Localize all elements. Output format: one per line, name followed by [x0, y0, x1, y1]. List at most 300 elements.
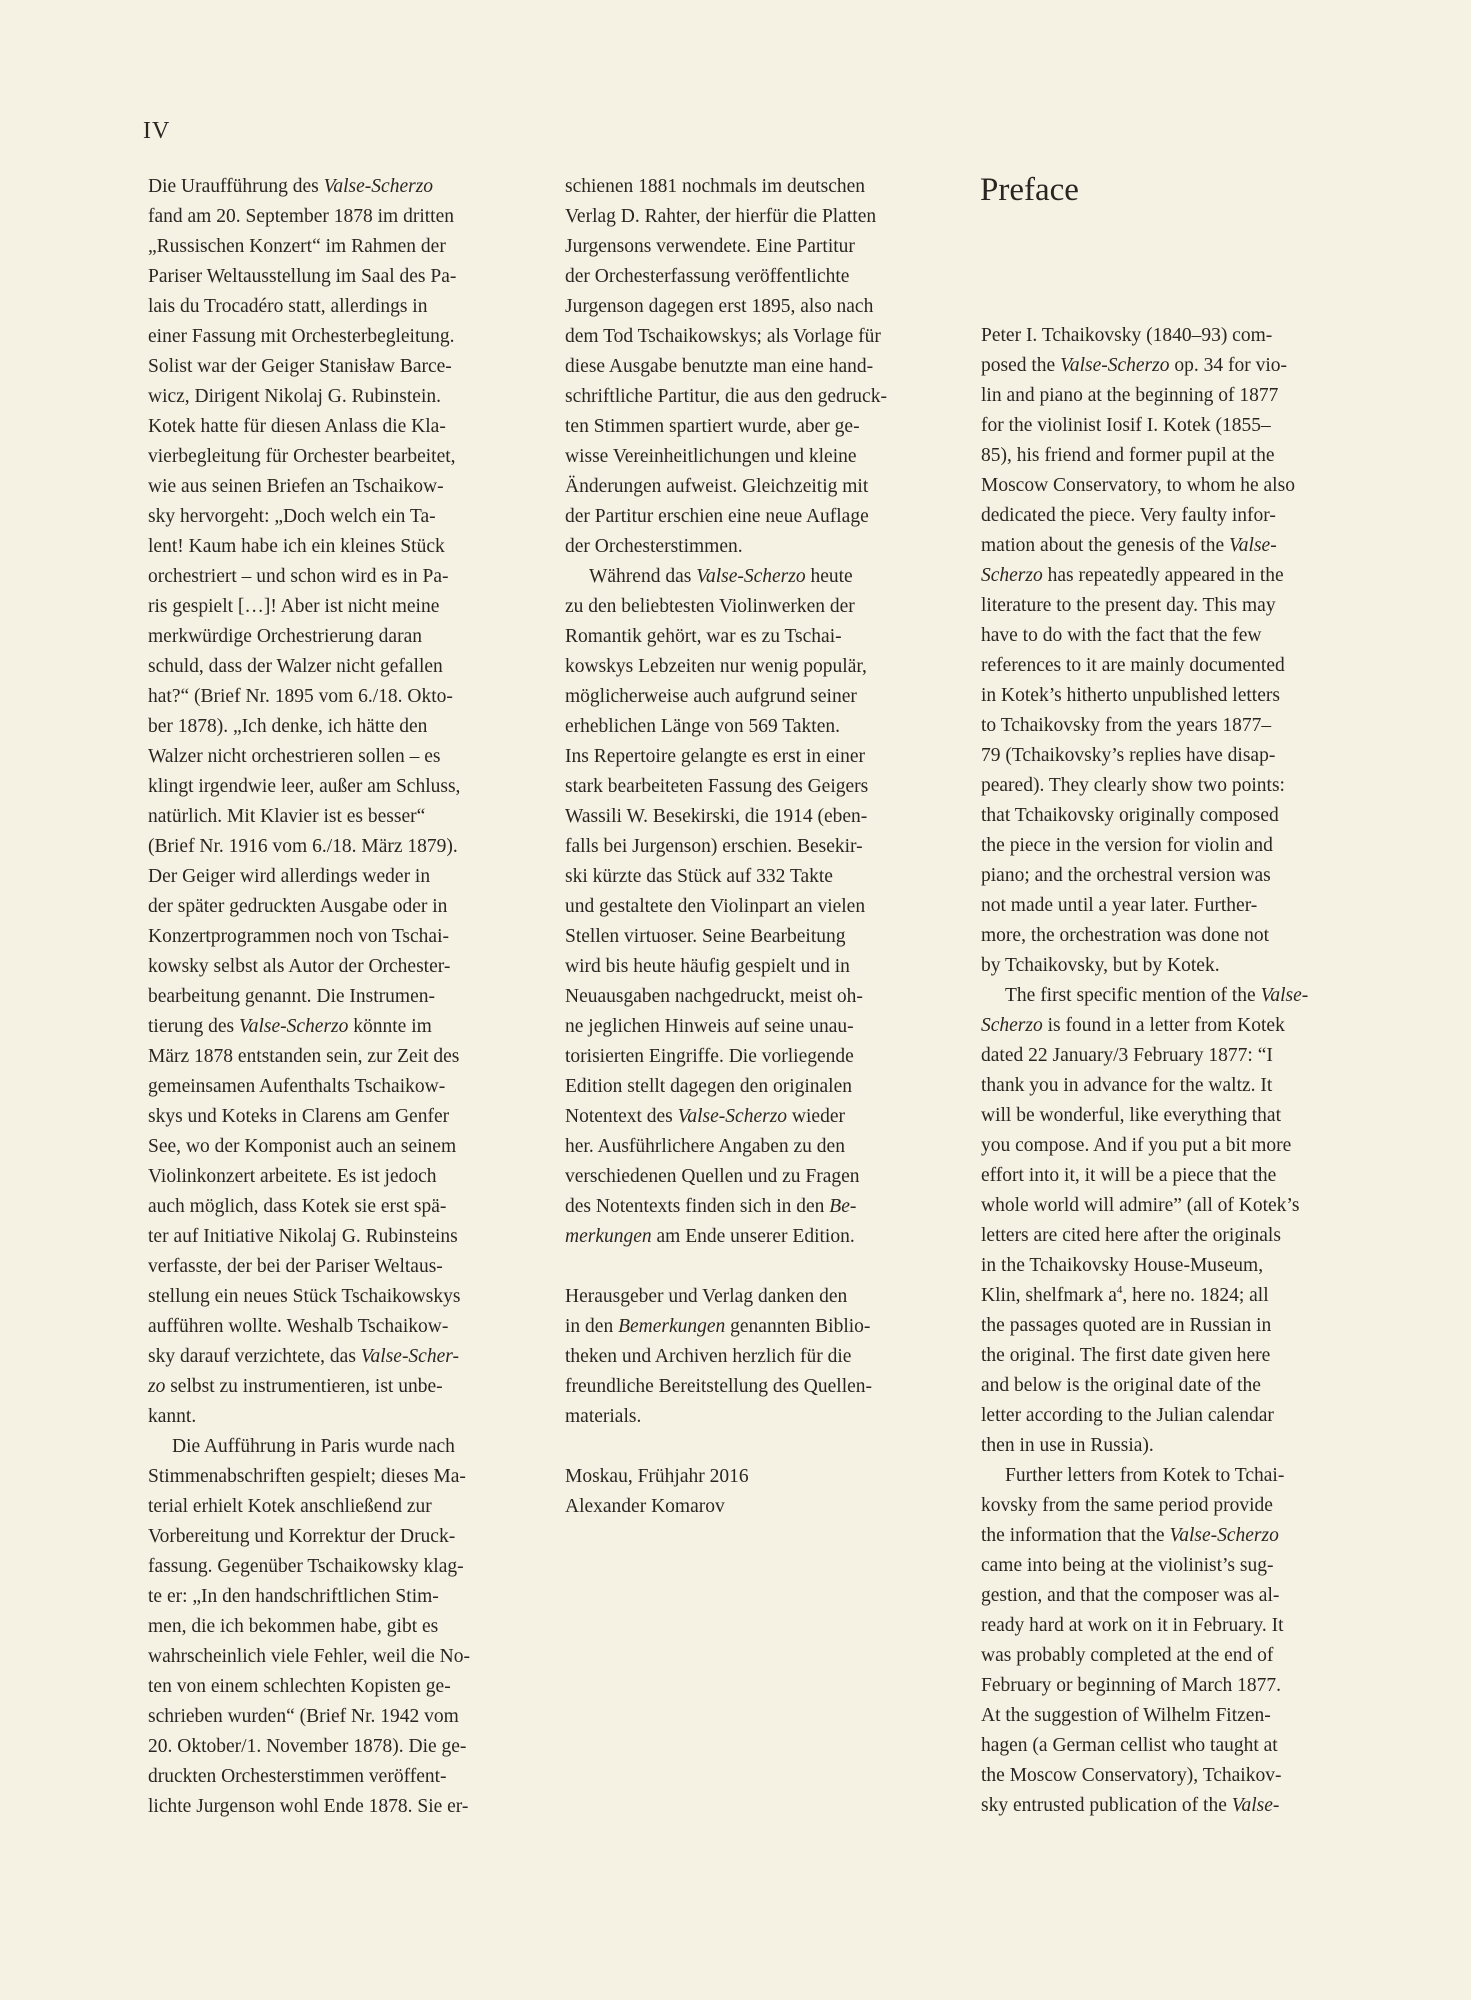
text-run: hagen (a German cellist who taught at [981, 1735, 1278, 1756]
text-run: February or beginning of March 1877. [981, 1675, 1282, 1696]
text-run: posed the [981, 355, 1061, 376]
text-run: Während das [589, 566, 697, 587]
text-line [565, 1192, 965, 1222]
text-line [148, 982, 548, 1012]
text-run: gemeinsamen Aufenthalts Tschaikow- [148, 1076, 446, 1097]
text-run: Solist war der Geiger Stanisław Barce- [148, 356, 452, 377]
text-line [148, 1132, 548, 1162]
text-run: came into being at the violinist’s sug- [981, 1555, 1274, 1576]
text-run: Moskau, Frühjahr 2016 [565, 1466, 749, 1487]
section-heading-preface: Preface [980, 172, 1079, 208]
text-run: wahrscheinlich viele Fehler, weil die No- [148, 1646, 470, 1667]
italic-title: Valse-Scherzo [1060, 355, 1170, 376]
text-run: hat?“ (Brief Nr. 1895 vom 6./18. Okto- [148, 686, 453, 707]
text-line [981, 891, 1381, 921]
text-run: thank you in advance for the waltz. It [981, 1075, 1273, 1096]
text-line [565, 382, 965, 412]
text-line [148, 622, 548, 652]
text-line [981, 501, 1381, 531]
text-run: piano; and the orchestral version was [981, 865, 1271, 886]
text-line [981, 1521, 1381, 1551]
text-run: in den [565, 1316, 619, 1337]
text-line [981, 471, 1381, 501]
text-line [981, 921, 1381, 951]
text-run: orchestriert – und schon wird es in Pa- [148, 566, 449, 587]
text-line [148, 772, 548, 802]
text-run: letters are cited here after the originals [981, 1225, 1281, 1246]
italic-title: zo [148, 1376, 166, 1397]
text-line [148, 1552, 548, 1582]
text-line [981, 1551, 1381, 1581]
text-line [148, 1012, 548, 1042]
text-run: by Tchaikovsky, but by Kotek. [981, 955, 1220, 976]
text-line [565, 952, 965, 982]
text-run: ter auf Initiative Nikolaj G. Rubinsteins [148, 1226, 458, 1247]
text-line [565, 652, 965, 682]
text-line [148, 832, 548, 862]
text-run: Stellen virtuoser. Seine Bearbeitung [565, 926, 846, 947]
text-run: und gestaltete den Violinpart an vielen [565, 896, 866, 917]
text-line [148, 382, 548, 412]
text-run: Änderungen aufweist. Gleichzeitig mit [565, 476, 869, 497]
text-line [981, 1221, 1381, 1251]
text-line [148, 1492, 548, 1522]
text-line [981, 651, 1381, 681]
text-run: ne jeglichen Hinweis auf seine unau- [565, 1016, 854, 1037]
text-run: the original. The first date given here [981, 1345, 1271, 1366]
text-line [148, 1702, 548, 1732]
text-run: gestion, and that the composer was al- [981, 1585, 1280, 1606]
text-run: to Tchaikovsky from the years 1877– [981, 715, 1272, 736]
text-run: Wassili W. Besekirski, die 1914 (eben- [565, 806, 868, 827]
text-line [565, 412, 965, 442]
text-line [981, 621, 1381, 651]
text-line [565, 1402, 965, 1432]
text-line [148, 262, 548, 292]
text-line [565, 232, 965, 262]
text-line [981, 561, 1381, 591]
text-line [148, 172, 548, 202]
text-line [565, 742, 965, 772]
text-run: The first specific mention of the [1005, 985, 1261, 1006]
text-run: wieder [787, 1106, 845, 1127]
text-line [148, 1792, 548, 1822]
text-run: whole world will admire” (all of Kotek’s [981, 1195, 1300, 1216]
text-run: for the violinist Iosif I. Kotek (1855– [981, 415, 1271, 436]
text-line [981, 1251, 1381, 1281]
text-line [981, 951, 1381, 981]
text-run: letter according to the Julian calendar [981, 1405, 1274, 1426]
text-line [981, 591, 1381, 621]
italic-title: Valse-Scherzo [677, 1106, 788, 1127]
text-line [148, 682, 548, 712]
text-run: sky entrusted publication of the [981, 1795, 1232, 1816]
italic-title: Valse-Scherzo [238, 1016, 349, 1037]
text-run: references to it are mainly documented [981, 655, 1285, 676]
text-line [148, 1402, 548, 1432]
text-line [148, 1102, 548, 1132]
text-line [981, 1011, 1381, 1041]
text-run: Vorbereitung und Korrektur der Druck- [148, 1526, 456, 1547]
text-run: Neuausgaben nachgedruckt, meist oh- [565, 986, 863, 1007]
text-line [981, 771, 1381, 801]
text-line [981, 1761, 1381, 1791]
text-line [565, 1072, 965, 1102]
text-line [148, 1222, 548, 1252]
text-line [565, 322, 965, 352]
column-german-2 [565, 172, 965, 1522]
text-run: März 1878 entstanden sein, zur Zeit des [148, 1046, 460, 1067]
italic-title: Scherzo [981, 565, 1043, 586]
text-line [565, 1342, 965, 1372]
text-run: druckten Orchesterstimmen veröffent- [148, 1766, 447, 1787]
italic-title: Valse-Scherzo [1169, 1525, 1279, 1546]
text-line [565, 1312, 965, 1342]
italic-title: Bemerkungen [618, 1316, 726, 1337]
text-run: terial erhielt Kotek anschließend zur [148, 1496, 432, 1517]
text-line [565, 592, 965, 622]
text-line [565, 1492, 965, 1522]
text-line [981, 1461, 1381, 1491]
text-run: (Brief Nr. 1916 vom 6./18. März 1879). [148, 836, 458, 857]
text-run: klingt irgendwie leer, außer am Schluss, [148, 776, 461, 797]
text-run: Violinkonzert arbeitete. Es ist jedoch [148, 1166, 437, 1187]
text-run: lais du Trocadéro statt, allerdings in [148, 296, 428, 317]
text-run: zu den beliebtesten Violinwerken der [565, 596, 855, 617]
text-line [565, 202, 965, 232]
text-line [981, 681, 1381, 711]
text-line [148, 592, 548, 622]
text-run: you compose. And if you put a bit more [981, 1135, 1292, 1156]
text-line [981, 1581, 1381, 1611]
text-run: verfasste, der bei der Pariser Weltaus- [148, 1256, 443, 1277]
italic-title: Valse- [1231, 1795, 1280, 1816]
text-run: bearbeitung genannt. Die Instrumen- [148, 986, 435, 1007]
text-run: dedicated the piece. Very faulty infor- [981, 505, 1276, 526]
text-line [148, 352, 548, 382]
text-run: Kotek hatte für diesen Anlass die Kla- [148, 416, 446, 437]
text-run: , here no. 1824; all [1122, 1285, 1269, 1306]
text-run: materials. [565, 1406, 642, 1427]
text-line [148, 502, 548, 532]
text-run: dem Tod Tschaikowskys; als Vorlage für [565, 326, 881, 347]
text-line [148, 652, 548, 682]
text-line [565, 922, 965, 952]
text-line [565, 1372, 965, 1402]
text-line [148, 1642, 548, 1672]
text-line [148, 562, 548, 592]
text-run: ready hard at work on it in February. It [981, 1615, 1284, 1636]
text-line [981, 861, 1381, 891]
text-run: Moscow Conservatory, to whom he also [981, 475, 1295, 496]
text-run: Konzertprogrammen noch von Tschai- [148, 926, 449, 947]
blank-line [565, 1432, 965, 1462]
text-run: fand am 20. September 1878 im dritten [148, 206, 454, 227]
text-line [148, 1192, 548, 1222]
text-run: stellung ein neues Stück Tschaikowskys [148, 1286, 461, 1307]
text-run: mation about the genesis of the [981, 535, 1230, 556]
text-line [565, 292, 965, 322]
text-run: Notentext des [565, 1106, 678, 1127]
italic-title: Valse-Scher- [360, 1346, 459, 1367]
text-line [981, 1791, 1381, 1821]
text-run: was probably completed at the end of [981, 1645, 1274, 1666]
text-line [148, 472, 548, 502]
text-run: literature to the present day. This may [981, 595, 1276, 616]
text-line [148, 802, 548, 832]
text-run: then in use in Russia). [981, 1435, 1154, 1456]
text-run: ris gespielt […]! Aber ist nicht meine [148, 596, 440, 617]
text-run: Romantik gehört, war es zu Tschai- [565, 626, 842, 647]
column-english [981, 321, 1381, 1821]
text-line [981, 1071, 1381, 1101]
text-run: könnte im [348, 1016, 432, 1037]
text-line [981, 1611, 1381, 1641]
text-run: wisse Vereinheitlichungen und kleine [565, 446, 857, 467]
text-line [565, 1462, 965, 1492]
text-run: diese Ausgabe benutzte man eine hand- [565, 356, 874, 377]
text-line [565, 352, 965, 382]
text-line [148, 1762, 548, 1792]
text-line [981, 1701, 1381, 1731]
text-run: wicz, Dirigent Nikolaj G. Rubinstein. [148, 386, 441, 407]
text-run: Pariser Weltausstellung im Saal des Pa- [148, 266, 457, 287]
text-line [148, 232, 548, 262]
text-run: merkwürdige Orchestrierung daran [148, 626, 422, 647]
text-line [981, 711, 1381, 741]
text-run: that Tchaikovsky originally composed [981, 805, 1279, 826]
text-line [981, 531, 1381, 561]
text-run: der Orchesterfassung veröffentlichte [565, 266, 850, 287]
text-run: schrieben wurden“ (Brief Nr. 1942 vom [148, 1706, 459, 1727]
text-run: stark bearbeiteten Fassung des Geigers [565, 776, 869, 797]
text-line [981, 1341, 1381, 1371]
text-line [148, 1612, 548, 1642]
text-run: Further letters from Kotek to Tchai- [1005, 1465, 1285, 1486]
text-line [148, 1342, 548, 1372]
text-line [148, 1432, 548, 1462]
text-run: wie aus seinen Briefen an Tschaikow- [148, 476, 444, 497]
text-run: ber 1878). „Ich denke, ich hätte den [148, 716, 428, 737]
text-run: 20. Oktober/1. November 1878). Die ge- [148, 1736, 467, 1757]
text-line [565, 532, 965, 562]
text-run: der Partitur erschien eine neue Auflage [565, 506, 869, 527]
text-line [981, 1161, 1381, 1191]
text-line [981, 1191, 1381, 1221]
text-line [981, 1371, 1381, 1401]
text-run: Alexander Komarov [565, 1496, 725, 1517]
text-run: „Russischen Konzert“ im Rahmen der [148, 236, 446, 257]
text-line [565, 172, 965, 202]
text-run: der Orchesterstimmen. [565, 536, 743, 557]
text-line [565, 1012, 965, 1042]
text-run: ski kürzte das Stück auf 332 Takte [565, 866, 833, 887]
text-run: te er: „In den handschriftlichen Stim- [148, 1586, 439, 1607]
text-line [148, 862, 548, 892]
text-run: 79 (Tchaikovsky’s replies have disap- [981, 745, 1276, 766]
text-run: the Moscow Conservatory), Tchaikov- [981, 1765, 1282, 1786]
text-line [148, 1462, 548, 1492]
text-line [148, 202, 548, 232]
text-run: Die Aufführung in Paris wurde nach [172, 1436, 455, 1457]
text-run: natürlich. Mit Klavier ist es besser“ [148, 806, 426, 827]
text-line [565, 802, 965, 832]
text-line [565, 502, 965, 532]
text-line [148, 922, 548, 952]
italic-title: Valse-Scherzo [696, 566, 806, 587]
text-run: Ins Repertoire gelangte es erst in einer [565, 746, 865, 767]
text-run: her. Ausführlichere Angaben zu den [565, 1136, 845, 1157]
text-run: Jurgenson dagegen erst 1895, also nach [565, 296, 874, 317]
text-line [981, 1401, 1381, 1431]
text-line [565, 1102, 965, 1132]
text-line [148, 1252, 548, 1282]
text-run: Stimmenabschriften gespielt; dieses Ma- [148, 1466, 466, 1487]
text-line [565, 1042, 965, 1072]
text-run: Herausgeber und Verlag danken den [565, 1286, 848, 1307]
text-line [981, 411, 1381, 441]
text-line [981, 1641, 1381, 1671]
text-run: am Ende unserer Edition. [651, 1226, 855, 1247]
text-run: not made until a year later. Further- [981, 895, 1258, 916]
text-line [981, 801, 1381, 831]
text-run: in Kotek’s hitherto unpublished letters [981, 685, 1280, 706]
text-line [148, 412, 548, 442]
text-line [565, 1222, 965, 1252]
text-run: torisierten Eingriffe. Die vorliegende [565, 1046, 854, 1067]
text-line [148, 712, 548, 742]
text-line [981, 1491, 1381, 1521]
text-line [981, 741, 1381, 771]
text-run: Walzer nicht orchestrieren sollen – es [148, 746, 441, 767]
text-run: the information that the [981, 1525, 1170, 1546]
text-line [565, 892, 965, 922]
text-line [148, 952, 548, 982]
text-line [981, 1311, 1381, 1341]
text-run: tierung des [148, 1016, 239, 1037]
text-run: effort into it, it will be a piece that the [981, 1165, 1277, 1186]
text-run: theken und Archiven herzlich für die [565, 1346, 852, 1367]
text-run: Peter I. Tchaikovsky (1840–93) com- [981, 325, 1273, 346]
text-run: will be wonderful, like everything that [981, 1105, 1282, 1126]
blank-line [565, 1252, 965, 1282]
italic-title: Valse- [1229, 535, 1277, 556]
text-run: lichte Jurgenson wohl Ende 1878. Sie er- [148, 1796, 469, 1817]
text-line [148, 1072, 548, 1102]
text-run: schriftliche Partitur, die aus den gedruck- [565, 386, 887, 407]
text-run: sky hervorgeht: „Doch welch ein Ta- [148, 506, 436, 527]
text-run: the piece in the version for violin and [981, 835, 1273, 856]
text-line [148, 532, 548, 562]
text-run: Edition stellt dagegen den originalen [565, 1076, 853, 1097]
italic-title: Be- [829, 1196, 857, 1217]
text-run: and below is the original date of the [981, 1375, 1261, 1396]
text-line [565, 262, 965, 292]
text-line [148, 292, 548, 322]
text-line [565, 682, 965, 712]
text-run: in the Tchaikovsky House-Museum, [981, 1255, 1264, 1276]
text-run: schuld, dass der Walzer nicht gefallen [148, 656, 443, 677]
text-run: fassung. Gegenüber Tschaikowsky klag- [148, 1556, 464, 1577]
text-run: verschiedenen Quellen und zu Fragen [565, 1166, 860, 1187]
italic-title: Scherzo [981, 1015, 1043, 1036]
text-line [981, 381, 1381, 411]
text-line [981, 981, 1381, 1011]
text-line [981, 1041, 1381, 1071]
text-line [148, 1522, 548, 1552]
text-run: schienen 1881 nochmals im deutschen [565, 176, 866, 197]
text-line [565, 1132, 965, 1162]
text-line [148, 1372, 548, 1402]
text-line [148, 322, 548, 352]
text-run: lin and piano at the beginning of 1877 [981, 385, 1279, 406]
text-run: men, die ich bekommen habe, gibt es [148, 1616, 439, 1637]
text-line [565, 442, 965, 472]
text-run: auch möglich, dass Kotek sie erst spä- [148, 1196, 447, 1217]
text-run: kannt. [148, 1406, 197, 1427]
text-run: ten Stimmen spartiert wurde, aber ge- [565, 416, 860, 437]
text-run: skys und Koteks in Clarens am Genfer [148, 1106, 450, 1127]
text-line [148, 1312, 548, 1342]
text-run: has repeatedly appeared in the [1042, 565, 1284, 586]
text-run: vierbegleitung für Orchester bearbeitet, [148, 446, 456, 467]
text-run: genannten Biblio- [725, 1316, 871, 1337]
text-run: falls bei Jurgenson) erschien. Besekir- [565, 836, 863, 857]
text-run: dated 22 January/3 February 1877: “I [981, 1045, 1273, 1066]
text-line [981, 1671, 1381, 1701]
text-line [148, 442, 548, 472]
text-line [565, 622, 965, 652]
text-line [148, 1282, 548, 1312]
italic-title: merkungen [565, 1226, 652, 1247]
text-line [565, 562, 965, 592]
text-run: möglicherweise auch aufgrund seiner [565, 686, 857, 707]
text-run: 85), his friend and former pupil at the [981, 445, 1275, 466]
text-run: wird bis heute häufig gespielt und in [565, 956, 850, 977]
text-run: op. 34 for vio- [1169, 355, 1288, 376]
text-run: der später gedruckten Ausgabe oder in [148, 896, 448, 917]
text-line [148, 742, 548, 772]
text-line [981, 321, 1381, 351]
text-line [981, 1281, 1381, 1311]
text-line [981, 1101, 1381, 1131]
text-run: freundliche Bereitstellung des Quellen- [565, 1376, 873, 1397]
text-run: peared). They clearly show two points: [981, 775, 1285, 796]
text-run: Jurgensons verwendete. Eine Partitur [565, 236, 855, 257]
text-run: selbst zu instrumentieren, ist unbe- [165, 1376, 443, 1397]
text-line [565, 832, 965, 862]
text-line [981, 1431, 1381, 1461]
text-run: the passages quoted are in Russian in [981, 1315, 1272, 1336]
text-run: Klin, shelfmark a [981, 1285, 1117, 1306]
column-german-1 [148, 172, 548, 1822]
text-run: des Notentexts finden sich in den [565, 1196, 830, 1217]
text-run: Verlag D. Rahter, der hierfür die Platten [565, 206, 877, 227]
text-run: kowskys Lebzeiten nur wenig populär, [565, 656, 867, 677]
text-run: At the suggestion of Wilhelm Fitzen- [981, 1705, 1271, 1726]
text-run: is found in a letter from Kotek [1042, 1015, 1285, 1036]
text-run: kowsky selbst als Autor der Orchester- [148, 956, 451, 977]
text-run: Die Uraufführung des [148, 176, 324, 197]
text-line [565, 982, 965, 1012]
italic-title: Valse- [1260, 985, 1309, 1006]
text-run: See, wo der Komponist auch an seinem [148, 1136, 457, 1157]
text-line [565, 1162, 965, 1192]
text-line [148, 1582, 548, 1612]
text-line [565, 862, 965, 892]
text-run: heute [805, 566, 853, 587]
text-line [148, 1042, 548, 1072]
